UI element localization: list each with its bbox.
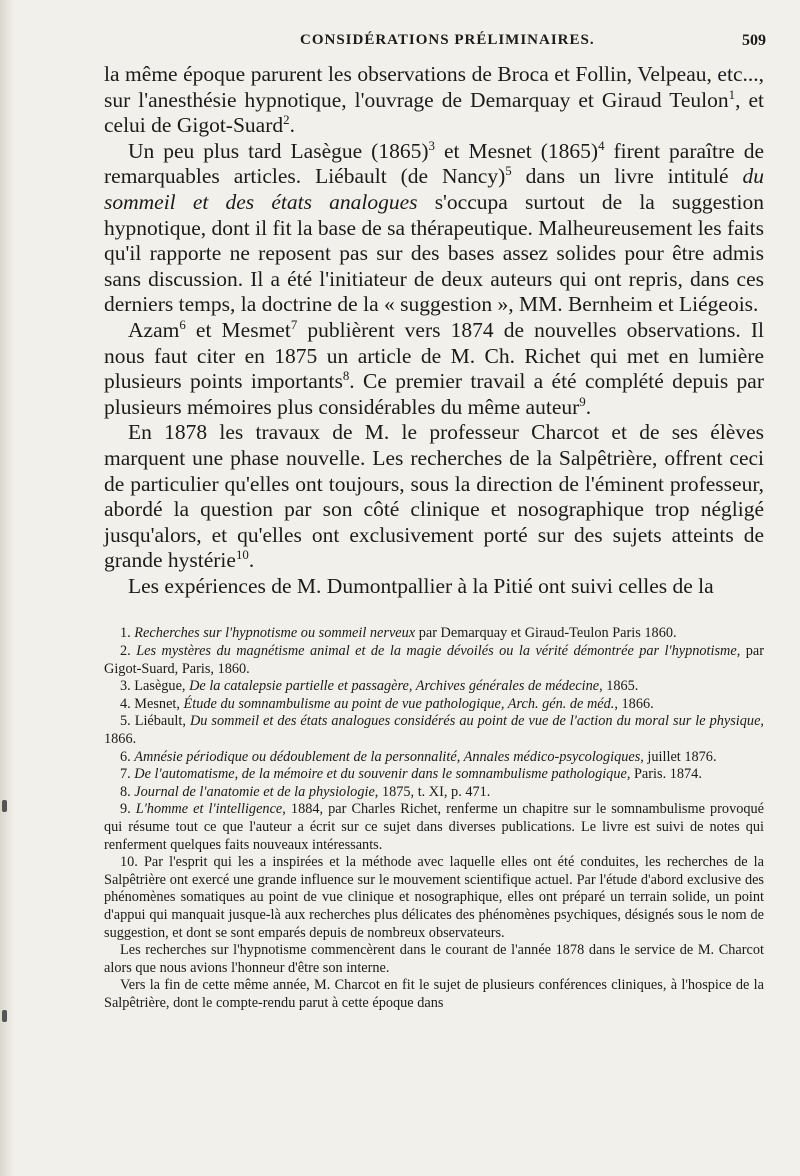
text-run: dans un livre intitulé — [511, 164, 743, 189]
footnote-text: , 1866. — [104, 713, 764, 748]
page-spine-shadow — [0, 0, 14, 1176]
footnote-text: , 1875, t. XI, p. 471. — [374, 783, 491, 800]
footnote-ref: 7 — [290, 317, 298, 332]
footnote-text: , 1884, par Charles Richet, renferme un chapitre sur le somnambulisme provoqué qui résume tout ce que l'auteur a écrit sur ce sujet dans diverses publications. Le livre est suivi de notes qui renferment quelques faits nouveaux intéressants. — [104, 801, 765, 853]
footnote-title: De l'automatisme, de la mémoire et du souvenir dans le somnambulisme pathologique — [134, 766, 627, 783]
text-run: . — [585, 394, 592, 419]
footnote — [104, 749, 764, 767]
footnote — [104, 766, 764, 784]
book-page — [104, 26, 764, 1013]
running-head: CONSIDÉRATIONS PRÉLIMINAIRES. — [300, 32, 595, 48]
footnote-text: , 1865. — [599, 678, 639, 695]
footnote-author: Lasègue, — [134, 678, 190, 695]
text-run: publièrent vers 1874 de nouvelles observations. Il nous faut citer en 1875 un article de M. Ch. Richet qui met en lumière plusieurs points importants — [104, 317, 764, 394]
footnote-ref: 2 — [283, 113, 290, 128]
paragraph: Les expériences de M. Dumontpallier à la Pitié ont suivi celles de la — [128, 573, 714, 598]
page-header — [104, 26, 764, 56]
text-run: . — [289, 113, 295, 138]
footnote — [104, 696, 764, 714]
text-run: . — [248, 548, 255, 573]
footnote-number: 4. — [120, 695, 135, 712]
footnote-number: 5. — [120, 713, 135, 730]
scan-speck — [2, 800, 7, 812]
footnote-number: 2. — [120, 643, 137, 660]
text-run: et Mesmet — [185, 317, 291, 342]
footnote — [104, 643, 764, 678]
footnote-number: 9. — [120, 801, 136, 818]
footnote — [104, 625, 764, 643]
footnote — [104, 801, 764, 854]
text-run: En 1878 les travaux de M. le professeur Charcot et de ses élèves marquent une phase nouvelle. Les recherches de la Salpêtrière, offrent ceci de particulier qu'elles ont toujours, sous la direction de l'éminent professeur, abordé la question par son côté clinique et nosographique trop négligé jusqu'alors, et qu'elles ont exclusivement porté sur des sujets atteints de grande hystérie — [104, 420, 764, 573]
paragraph — [104, 139, 764, 318]
footnote-title: Journal de l'anatomie et de la physiologie — [134, 783, 375, 800]
footnote-author: Mesnet, — [134, 695, 184, 712]
footnote — [104, 784, 764, 802]
footnote-text: , par Gigot-Suard, Paris, 1860. — [104, 643, 765, 677]
footnote-number: 6. — [120, 748, 135, 765]
footnote-title: Du sommeil et des états analogues considérés au point de vue de l'action du moral sur le physique — [189, 713, 761, 730]
text-run: Azam — [128, 317, 180, 342]
footnote-title: Amnésie périodique ou dédoublement de la personnalité, Annales médico-psycologiques — [134, 748, 641, 765]
footnote-continuation: Les recherches sur l'hypnotisme commencèrent dans le courant de l'année 1878 dans le service de M. Charcot alors que nous avions l'honneur d'être son interne. — [104, 942, 764, 976]
footnote-ref: 10 — [235, 548, 249, 563]
text-run: Un peu plus tard Lasègue (1865) — [128, 138, 429, 163]
text-run: la même époque parurent les observations de Broca et Follin, Velpeau, etc..., sur l'anesthésie hypnotique, l'ouvrage de Demarquay et Giraud Teulon — [104, 62, 764, 112]
footnote-ref: 6 — [179, 317, 186, 332]
footnote-text: , Paris. 1874. — [626, 766, 702, 783]
footnotes — [104, 625, 764, 1012]
text-run: . Ce premier travail a été complété depuis par plusieurs mémoires plus considérables du même auteur — [104, 369, 764, 419]
footnote-ref: 1 — [728, 87, 736, 102]
footnote-author: Liébault, — [134, 713, 190, 730]
scan-speck — [2, 1010, 7, 1022]
footnote-ref: 3 — [428, 138, 435, 153]
footnote-text: par Demarquay et Giraud-Teulon Paris 1860. — [415, 625, 677, 642]
text-run: firent paraître de remarquables articles. Liébault (de Nancy) — [104, 138, 764, 189]
footnote-text: , 1866. — [614, 695, 654, 712]
book-title: du sommeil et des états analogues — [104, 164, 764, 214]
footnote — [104, 713, 764, 748]
footnote-text: , juillet 1876. — [640, 748, 717, 765]
footnote-number: 3. — [120, 678, 135, 695]
paragraph — [104, 420, 764, 574]
footnote-continuation: Vers la fin de cette même année, M. Charcot en fit le sujet de plusieurs conférences cliniques, à l'hospice de la Salpêtrière, dont le compte-rendu parut à cette époque dans — [104, 977, 764, 1011]
footnote-number: 1. — [120, 625, 135, 642]
footnote-number: 7. — [120, 766, 135, 783]
text-run: et Mesnet (1865) — [434, 138, 599, 163]
footnote — [104, 678, 764, 696]
paragraph — [104, 318, 764, 420]
footnote-ref: 5 — [505, 164, 512, 179]
footnote-ref: 4 — [598, 138, 605, 153]
footnote: 10. Par l'esprit qui les a inspirées et la méthode avec laquelle elles ont été conduites, les recherches de la Salpêtrière ont exercé une grande influence sur le mouvement scientifique actuel. Par l'étude d'abord exclusive des phénomènes somatiques au point de vue clinique et nosographique, elles ont préparé un terrain solide, un point d'appui qui manquait jusque-là aux recherches plus délicates des phénomènes psychiques, désignés sous le nom de suggestion, et dont se sont emparés depuis de nombreux observateurs. — [104, 854, 764, 941]
text-run: s'occupa surtout de la suggestion hypnotique, dont il fit la base de sa thérapeutique. Malheureusement les faits qu'il rapporte ne reposent pas sur des bases assez solides pour être admis sans discussion. Il a été l'initiateur de deux auteurs qui ont repris, dans ces derniers temps, la doctrine de la « suggestion », MM. Bernheim et Liégeois. — [104, 189, 764, 317]
page-number: 509 — [742, 32, 766, 49]
paragraph — [104, 62, 764, 139]
footnote-ref: 9 — [579, 394, 586, 409]
footnote-ref: 8 — [342, 368, 350, 383]
footnote-number: 8. — [120, 783, 135, 800]
footnote-title: Étude du somnambulisme au point de vue pathologique, Arch. gén. de méd. — [183, 695, 615, 712]
footnote-title: Les mystères du magnétisme animal et de la magie dévoilés ou la vérité démontrée par l'hypnotisme — [136, 643, 737, 660]
footnote-title: De la catalepsie partielle et passagère, Archives générales de médecine — [189, 678, 600, 695]
text-run: , et celui de Gigot-Suard — [104, 87, 764, 138]
footnote-title: L'homme et l'intelligence — [135, 801, 283, 818]
main-text — [104, 62, 764, 599]
footnote-title: Recherches sur l'hypnotisme ou sommeil nerveux — [134, 625, 416, 642]
